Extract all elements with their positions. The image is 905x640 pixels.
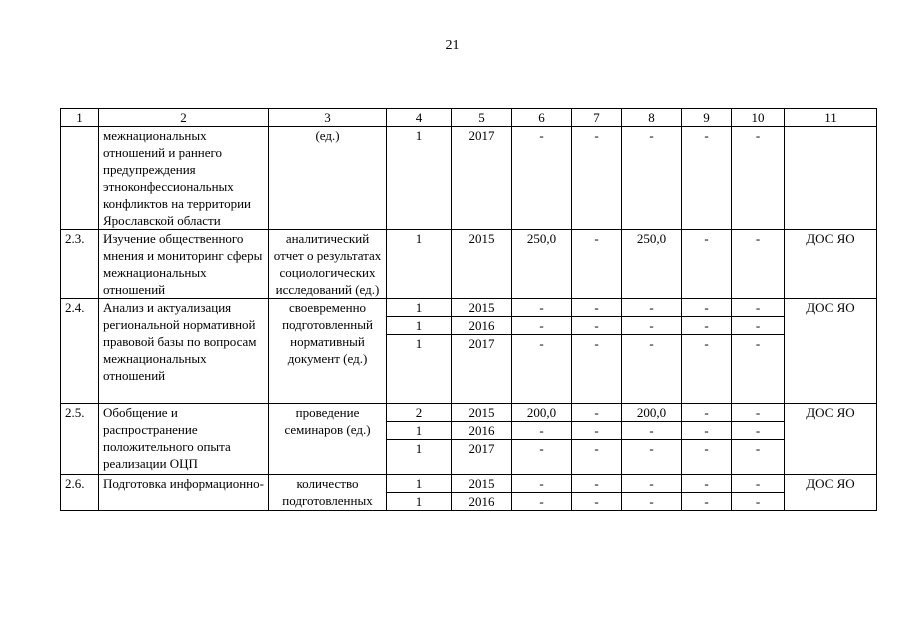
executor: ДОС ЯО (785, 230, 877, 299)
row-number: 2.3. (61, 230, 99, 299)
year: 2015 (452, 404, 512, 422)
value-cell: - (682, 493, 732, 511)
value-cell: - (572, 422, 622, 440)
value-cell: 200,0 (622, 404, 682, 422)
quantity: 1 (387, 440, 452, 475)
header-cell: 1 (61, 109, 99, 127)
value-cell: - (682, 404, 732, 422)
quantity: 1 (387, 335, 452, 404)
value-cell: - (622, 127, 682, 230)
value-cell: - (732, 317, 785, 335)
header-cell: 11 (785, 109, 877, 127)
table-row (61, 127, 877, 230)
table-row (61, 475, 877, 493)
year: 2016 (452, 493, 512, 511)
activity-name: Анализ и актуализация региональной нормативной правовой базы по вопросам межнациональных отношений (99, 299, 269, 404)
value-cell: - (732, 230, 785, 299)
activity-name: межнациональных отношений и раннего предупреждения этноконфессиональных конфликтов на территории Ярославской области (99, 127, 269, 230)
header-row (61, 109, 877, 127)
header-cell: 8 (622, 109, 682, 127)
value-cell: - (512, 493, 572, 511)
quantity: 1 (387, 230, 452, 299)
quantity: 1 (387, 422, 452, 440)
quantity: 1 (387, 475, 452, 493)
value-cell: - (572, 404, 622, 422)
value-cell: - (682, 230, 732, 299)
year: 2015 (452, 299, 512, 317)
value-cell: - (622, 493, 682, 511)
header-cell: 9 (682, 109, 732, 127)
quantity: 1 (387, 299, 452, 317)
executor: ДОС ЯО (785, 404, 877, 475)
quantity: 1 (387, 127, 452, 230)
header-cell: 3 (269, 109, 387, 127)
value-cell: - (622, 317, 682, 335)
table-row (61, 299, 877, 317)
executor: ДОС ЯО (785, 475, 877, 511)
activity-name: Изучение общественного мнения и мониторинг сферы межнациональных отношений (99, 230, 269, 299)
indicator: (ед.) (269, 127, 387, 230)
value-cell: - (572, 475, 622, 493)
value-cell: - (732, 422, 785, 440)
value-cell: - (512, 317, 572, 335)
value-cell: - (572, 299, 622, 317)
value-cell: - (512, 335, 572, 404)
value-cell: - (732, 440, 785, 475)
year: 2015 (452, 230, 512, 299)
indicator: своевременно подготовленный нормативный документ (ед.) (269, 299, 387, 404)
value-cell: - (732, 299, 785, 317)
value-cell: - (572, 127, 622, 230)
value-cell: - (512, 127, 572, 230)
quantity: 1 (387, 493, 452, 511)
value-cell: - (572, 440, 622, 475)
quantity: 2 (387, 404, 452, 422)
value-cell: - (622, 335, 682, 404)
value-cell: 200,0 (512, 404, 572, 422)
year: 2017 (452, 335, 512, 404)
value-cell: - (682, 299, 732, 317)
value-cell: - (512, 475, 572, 493)
value-cell: - (682, 440, 732, 475)
value-cell: - (732, 493, 785, 511)
value-cell: - (622, 422, 682, 440)
header-cell: 4 (387, 109, 452, 127)
activity-name: Обобщение и распространение положительного опыта реализации ОЦП (99, 404, 269, 475)
table-row (61, 404, 877, 422)
year: 2017 (452, 127, 512, 230)
page-number: 21 (445, 38, 460, 53)
executor: ДОС ЯО (785, 299, 877, 404)
value-cell: 250,0 (512, 230, 572, 299)
executor (785, 127, 877, 230)
value-cell: - (682, 475, 732, 493)
year: 2017 (452, 440, 512, 475)
header-cell: 7 (572, 109, 622, 127)
row-number: 2.4. (61, 299, 99, 404)
value-cell: - (512, 299, 572, 317)
year: 2016 (452, 317, 512, 335)
value-cell: - (512, 440, 572, 475)
year: 2015 (452, 475, 512, 493)
value-cell: - (572, 230, 622, 299)
value-cell: - (682, 422, 732, 440)
activity-name: Подготовка информационно- (99, 475, 269, 511)
value-cell: - (572, 317, 622, 335)
value-cell: - (732, 127, 785, 230)
value-cell: - (622, 299, 682, 317)
year: 2016 (452, 422, 512, 440)
program-table (60, 108, 877, 511)
indicator: проведение семинаров (ед.) (269, 404, 387, 475)
header-cell: 5 (452, 109, 512, 127)
value-cell: 250,0 (622, 230, 682, 299)
header-cell: 6 (512, 109, 572, 127)
value-cell: - (512, 422, 572, 440)
value-cell: - (682, 317, 732, 335)
value-cell: - (682, 335, 732, 404)
header-cell: 10 (732, 109, 785, 127)
row-number (61, 127, 99, 230)
value-cell: - (682, 127, 732, 230)
quantity: 1 (387, 317, 452, 335)
value-cell: - (622, 440, 682, 475)
header-cell: 2 (99, 109, 269, 127)
indicator: аналитический отчет о результатах социологических исследований (ед.) (269, 230, 387, 299)
row-number: 2.6. (61, 475, 99, 511)
value-cell: - (572, 335, 622, 404)
indicator: количество подготовленных (269, 475, 387, 511)
value-cell: - (622, 475, 682, 493)
value-cell: - (572, 493, 622, 511)
value-cell: - (732, 335, 785, 404)
value-cell: - (732, 404, 785, 422)
table-row (61, 230, 877, 299)
row-number: 2.5. (61, 404, 99, 475)
value-cell: - (732, 475, 785, 493)
